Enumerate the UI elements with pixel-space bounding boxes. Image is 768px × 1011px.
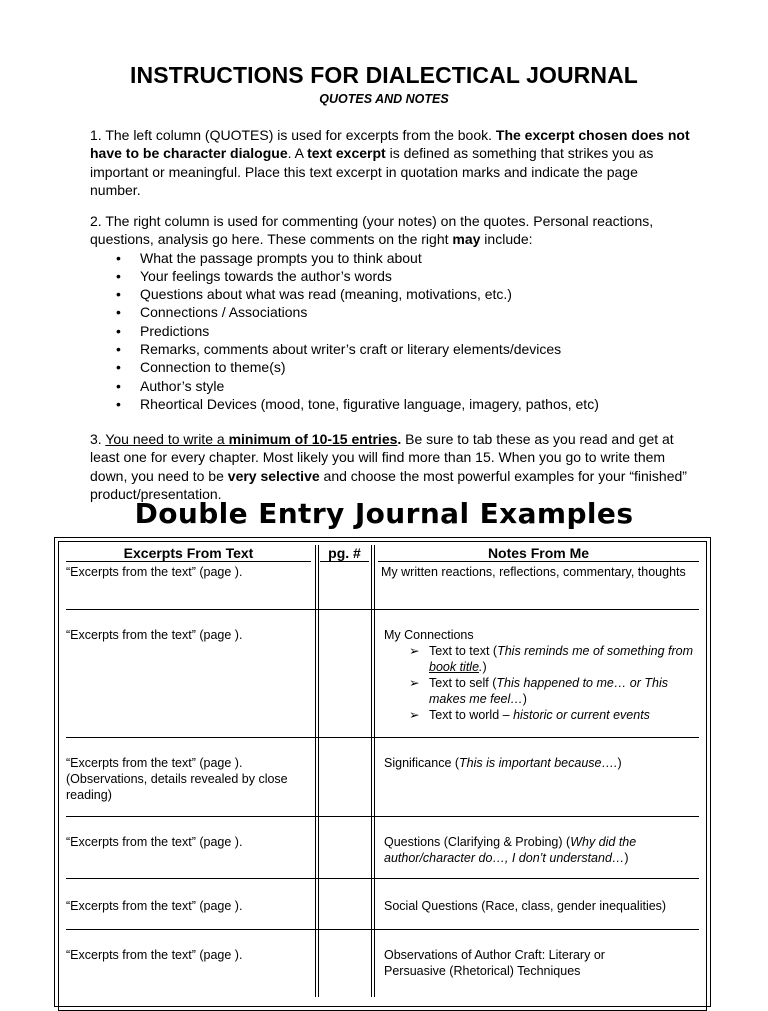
list-item-text: Rheortical Devices (mood, tone, figurative language, imagery, pathos, etc) xyxy=(140,395,599,412)
table-row-2-excerpt: “Excerpts from the text” (page ). xyxy=(66,628,243,642)
table-row-3-note xyxy=(384,755,694,771)
book-title-placeholder: book title xyxy=(429,660,480,675)
p1-text-2: . A xyxy=(287,145,308,162)
p3-bold-underlined-text: minimum of 10-15 entries xyxy=(228,431,398,447)
connection-text-to-world xyxy=(409,707,699,723)
table-row-5-excerpt: “Excerpts from the text” (page ). xyxy=(66,899,243,913)
p3-text-3: and choose the most powerful examples for your “finished” product/presentation. xyxy=(90,467,687,502)
list-item xyxy=(90,340,690,358)
list-item-text: Connection to theme(s) xyxy=(140,359,286,376)
table-row-5-note: Social Questions (Race, class, gender inequalities) xyxy=(384,899,667,913)
excerpt-extra-text: (Observations, details revealed by close reading) xyxy=(66,772,288,803)
header-excerpts: Excerpts From Text xyxy=(123,545,254,561)
connection-text-to-text xyxy=(409,643,699,675)
bullet-icon: • xyxy=(116,267,121,284)
note-example: This is important because…. xyxy=(459,756,618,770)
page-subtitle: QUOTES AND NOTES xyxy=(319,92,449,106)
connection-prefix: Text to text ( xyxy=(429,644,498,658)
p2-intro xyxy=(90,212,690,249)
row-divider xyxy=(66,816,699,817)
list-item xyxy=(90,377,690,395)
table-row-1-excerpt: “Excerpts from the text” (page ). xyxy=(66,565,243,579)
note-prefix: Questions (Clarifying & Probing) ( xyxy=(384,835,571,849)
list-item xyxy=(90,395,690,413)
connection-text-to-self xyxy=(409,675,699,707)
table-row-6-excerpt: “Excerpts from the text” (page ). xyxy=(66,948,243,962)
row-divider xyxy=(66,609,699,610)
bullet-icon: • xyxy=(116,341,121,358)
list-item-text: Predictions xyxy=(140,322,210,339)
instruction-paragraph-1 xyxy=(90,126,690,199)
header-notes: Notes From Me xyxy=(487,545,590,561)
connection-suffix: ) xyxy=(522,692,527,707)
arrow-bullet-icon: ➢ xyxy=(409,676,420,690)
header-underline xyxy=(320,561,369,562)
bullet-icon: • xyxy=(116,395,121,412)
arrow-bullet-icon: ➢ xyxy=(409,644,420,658)
list-item-text: Questions about what was read (meaning, motivations, etc.) xyxy=(140,286,512,303)
connection-prefix: Text to world – xyxy=(429,708,514,722)
list-item-text: Your feelings towards the author’s words xyxy=(140,267,392,284)
list-item xyxy=(90,249,690,267)
connection-example: historic or current events xyxy=(513,708,650,722)
bullet-icon: • xyxy=(116,286,121,303)
header-underline xyxy=(66,561,311,562)
list-item-text: Author’s style xyxy=(140,377,225,394)
excerpt-text: “Excerpts from the text” (page ). xyxy=(66,756,243,770)
arrow-bullet-icon: ➢ xyxy=(409,708,420,722)
bullet-icon: • xyxy=(116,377,121,394)
note-suffix: ) xyxy=(624,851,629,866)
bullet-icon: • xyxy=(116,249,121,266)
table-row-4-excerpt: “Excerpts from the text” (page ). xyxy=(66,835,243,849)
bullet-icon: • xyxy=(116,304,121,321)
connection-prefix: Text to self ( xyxy=(429,676,497,690)
p3-text-2: Be sure to tab these as you read and get at least one for every chapter. Most likely you will find more than 15. When you go to write them down, you need to be xyxy=(90,431,674,484)
p3-bold-period: . xyxy=(397,431,402,447)
connection-example: This reminds me of something from xyxy=(497,644,693,658)
header-page: pg. # xyxy=(328,545,361,561)
p3-text-1: 3. xyxy=(90,431,106,447)
table-row-1-note xyxy=(381,564,686,580)
list-item xyxy=(90,303,690,321)
list-item-text: Remarks, comments about writer’s craft or literary elements/devices xyxy=(140,341,562,358)
bullet-icon: • xyxy=(116,359,121,376)
connection-label xyxy=(409,675,699,707)
connection-example-end: . xyxy=(479,660,483,675)
connection-example: This happened to me… or This makes me feel… xyxy=(429,676,669,707)
bullet-icon: • xyxy=(116,322,121,339)
list-item xyxy=(90,267,690,285)
p1-text-1: 1. The left column (QUOTES) is used for excerpts from the book. xyxy=(90,127,496,143)
connection-label xyxy=(409,707,699,723)
p2-bold-1: may xyxy=(452,231,481,248)
table-row-2-note: My Connections xyxy=(384,628,474,642)
p3-bold-2: very selective xyxy=(227,467,320,484)
table-row-6-note: Observations of Author Craft: Literary or Persuasive (Rhetorical) Techniques xyxy=(384,948,605,979)
instruction-paragraph-3 xyxy=(90,430,690,503)
list-item xyxy=(90,285,690,303)
p2-text-1: 2. The right column is used for commenting (your notes) on the quotes. Personal reactions, questions, analysis go here. These comments on the right xyxy=(90,213,654,248)
row-divider xyxy=(66,929,699,930)
note-text: My written reactions, reflections, commentary, thoughts xyxy=(381,565,686,579)
note-example: Why did the author/character do…, I don’t understand… xyxy=(384,835,637,866)
p3-underlined-text: You need to write a xyxy=(105,431,229,447)
p2-text-2: include: xyxy=(480,231,533,248)
connection-suffix: ) xyxy=(482,660,487,675)
bullet-list xyxy=(90,249,690,414)
list-item xyxy=(90,322,690,340)
p1-bold-2: text excerpt xyxy=(307,145,386,162)
row-divider xyxy=(66,878,699,879)
page-title: INSTRUCTIONS FOR DIALECTICAL JOURNAL xyxy=(130,62,638,88)
p1-bold-1: The excerpt chosen does not have to be character dialogue xyxy=(90,127,690,162)
list-item xyxy=(90,358,690,376)
note-suffix: ) xyxy=(617,756,622,770)
p1-text-3: is defined as something that strikes you as important or meaningful. Place this text excerpt in quotation marks and indicate the page number. xyxy=(90,145,654,198)
list-item-text: What the passage prompts you to think about xyxy=(140,249,422,266)
instruction-paragraph-2 xyxy=(90,212,690,413)
table-row-3-excerpt xyxy=(66,755,311,804)
table-row-4-note xyxy=(384,834,684,866)
header-underline xyxy=(378,561,699,562)
journal-heading: Double Entry Journal Examples xyxy=(134,497,634,530)
connection-label xyxy=(409,643,699,675)
row-divider xyxy=(66,737,699,738)
list-item-text: Connections / Associations xyxy=(140,304,308,321)
note-prefix: Significance ( xyxy=(384,756,460,770)
